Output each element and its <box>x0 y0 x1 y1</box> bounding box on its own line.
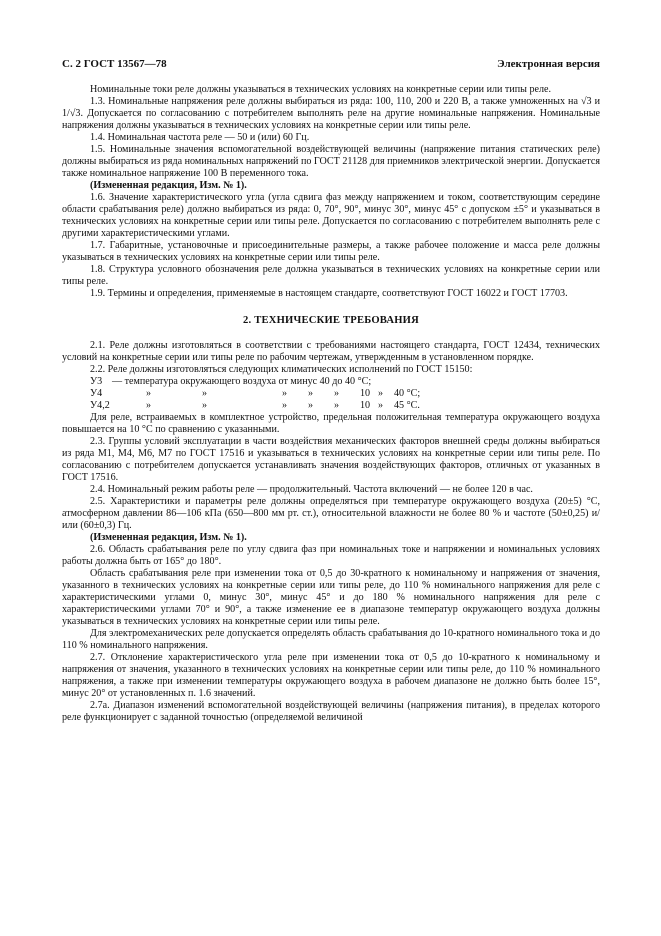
header-standard-ref: С. 2 ГОСТ 13567—78 <box>62 58 167 70</box>
paragraph-p2-7a: 2.7а. Диапазон изменений вспомогательной воздействующей величины (напряжения питания), в пределах которого реле функционирует с заданной точностью (определяемой величиной <box>62 700 600 723</box>
paragraph-p1-7: 1.7. Габаритные, установочные и присоединительные размеры, а также рабочее положение и масса реле должны указываться в технических условиях на конкретные серии или типы реле. <box>62 240 600 263</box>
section-2-body <box>62 412 600 724</box>
paragraph-p2-7: 2.7. Отклонение характеристического угла реле при изменении тока от 0,5 до 10-кратного к номинальному и напряжения от значения, указанного в технических условиях на конкретные серии или типы реле, до 110 % номинального напряжения, а также при изменении температуры окружающего воздуха в рабочем диапазоне не должно быть более 15°, минус 20° от установленных п. 1.6 значений. <box>62 652 600 699</box>
climate-code: У3 <box>90 376 103 387</box>
paragraph-p2-6b: Область срабатывания реле при изменении тока от 0,5 до 30-кратного к номинальному и напряжения от значения, указанного в технических условиях на конкретные серии или типы реле, до 110 % номинального напряжения для реле с характеристическими углами 0, минус 30°, минус 45° и до 180 % номинального напряжения для реле с характеристическими углами 70° и 90°, а также изменение ее в диапазоне температур окружающего воздуха должны указываться в технических условиях на конкретные серии или типы реле. <box>62 568 600 627</box>
paragraph-p2-6c: Для электромеханических реле допускается определять область срабатывания до 10-кратного номинального тока и до 110 % номинального напряжения. <box>62 628 600 651</box>
paragraph-p2-6: 2.6. Область срабатывания реле по углу сдвига фаз при номинальных токе и напряжении и номинальных условиях работы должна быть от 165° до 180°. <box>62 544 600 567</box>
paragraph-p2-3: 2.3. Группы условий эксплуатации в части воздействия механических факторов внешней среды должны выбираться из ряда М1, М4, М6, М7 по ГОСТ 17516 и указываться в технических условиях на конкретные серии или типы реле. По согласованию с потребителем допускается устанавливать значения воздействующих факторов, отличных от указанных в ГОСТ 17516. <box>62 436 600 483</box>
amendment-note: (Измененная редакция, Изм. № 1). <box>90 180 247 191</box>
amendment-note: (Измененная редакция, Изм. № 1). <box>90 532 247 543</box>
document-page <box>62 58 600 724</box>
paragraph-p2-5: 2.5. Характеристики и параметры реле должны определяться при температуре окружающего воздуха (20±5) °С, атмосферном давлении 86—106 кПа (650—800 мм рт. ст.), относительной влажности не более 80 % и частоте (50±0,25) и/или (60±0,3) Гц. <box>62 496 600 531</box>
paragraph-p1-9: 1.9. Термины и определения, применяемые в настоящем стандарте, соответствуют ГОСТ 16022 и ГОСТ 17703. <box>90 288 568 299</box>
header-version-label: Электронная версия <box>497 58 600 70</box>
climate-text: — температура окружающего воздуха от минус 40 до 40 °С; <box>112 376 372 387</box>
section-2-title: 2. ТЕХНИЧЕСКИЕ ТРЕБОВАНИЯ <box>243 315 419 326</box>
climate-list <box>62 376 600 412</box>
paragraph-2-1: 2.1. Реле должны изготовляться в соответствии с требованиями настоящего стандарта, ГОСТ 12434, технических условий на конкретные серии или типы реле по рабочим чертежам, утвержденным в установленном порядке. <box>62 340 600 363</box>
section-1-continued <box>62 84 600 300</box>
paragraph-p1-5: 1.5. Номинальные значения вспомогательной воздействующей величины (напряжение питания статических реле) должны выбираться из ряда номинальных напряжений по ГОСТ 21128 для приемников электрической энергии. Допускается также номинальное напряжение 100 В переменного тока. <box>62 144 600 179</box>
paragraph-2-2: 2.2. Реле должны изготовляться следующих климатических исполнений по ГОСТ 15150: <box>90 364 473 375</box>
climate-row: У4 » » » » » 10 » 40 °С; <box>90 388 421 399</box>
page-header <box>62 58 600 72</box>
climate-row: У4,2 » » » » » 10 » 45 °С. <box>90 400 420 411</box>
climate-code: У4 <box>90 388 103 399</box>
paragraph-p-intro: Номинальные токи реле должны указываться в технических условиях на конкретные серии или типы реле. <box>90 84 552 95</box>
paragraph-p1-8: 1.8. Структура условного обозначения реле должна указываться в технических условиях на конкретные серии или типы реле. <box>62 264 600 287</box>
paragraph-p2-2b: Для реле, встраиваемых в комплектное устройство, предельная положительная температура окружающего воздуха повышается на 10 °С по сравнению с указанными. <box>62 412 600 435</box>
paragraph-p2-4: 2.4. Номинальный режим работы реле — продолжительный. Частота включений — не более 120 в час. <box>90 484 533 495</box>
climate-row <box>62 376 600 388</box>
paragraph-p1-4: 1.4. Номинальная частота реле — 50 и (или) 60 Гц. <box>90 132 310 143</box>
document-body <box>62 84 600 724</box>
climate-code: У4,2 <box>90 400 110 411</box>
paragraph-p1-6: 1.6. Значение характеристического угла (угла сдвига фаз между напряжением и током, соответствующим середине области срабатывания реле) должно выбираться из ряда: 0, 70°, 90°, минус 30°, минус 45° с допуском ±5° и указываться в технических условиях на конкретные серии или типы реле. Допускается по согласованию с потребителем выполнять реле с другими характеристическими углами. <box>62 192 600 239</box>
paragraph-p1-3: 1.3. Номинальные напряжения реле должны выбираться из ряда: 100, 110, 200 и 220 В, а также умноженных на √3 и 1/√3. Допускается по согласованию с потребителем выполнять реле на другие номинальные напряжения. Номинальные напряжения должны указываться в технических условиях на конкретные серии или типы реле. <box>62 96 600 131</box>
